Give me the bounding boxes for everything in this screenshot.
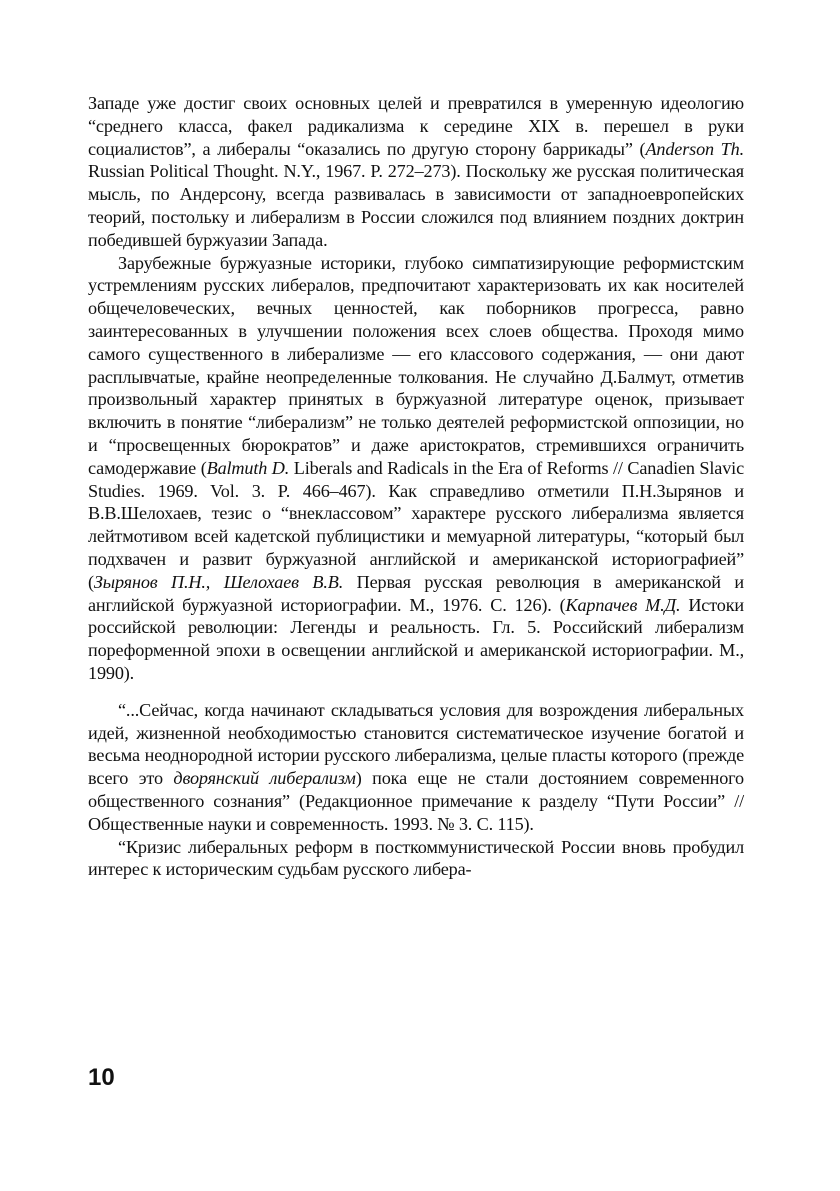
text-run: Liberals and Radicals in the Era of Reforms // Canadien Slavic Studies. 1969. Vol. 3. P. 466–467). Как справедливо отметили П.Н.Зырянов и В.В.Шелохаев, тезис о “внеклассовом” характере русского либерализма является лейтмотивом всей кадетской публицистики и мемуарной литературы, “который был подхвачен и развит буржуазной английской и американской историографией” (: [88, 457, 744, 592]
paragraph-4: “Кризис либеральных реформ в посткоммунистической России вновь пробудил интерес к историческим судьбам русского либера-: [88, 836, 744, 880]
paragraph-1: [88, 92, 744, 252]
citation-author: Зырянов П.Н., Шелохаев В.В.: [93, 571, 344, 592]
page-number: 10: [88, 1064, 115, 1091]
citation-author: Карпачев М.Д.: [565, 594, 681, 615]
paragraph-3: [88, 699, 744, 836]
paragraph-2: [88, 252, 744, 685]
text-run: Западе уже достиг своих основных целей и превратился в умеренную идеологию “среднего класса, факел радикализма к середине XIX в. перешел в руки социалистов”, а либералы “оказались по другую сторону баррикады” (: [88, 93, 744, 159]
body-text: [88, 92, 744, 881]
text-run: ) пока еще не стали достоянием современного общественного сознания” (Редакционное примечание к разделу “Пути России” // Общественные науки и современность. 1993. № 3. С. 115).: [88, 768, 744, 834]
text-run: Первая русская революция в американской и английской буржуазной историографии. М., 1976. С. 126). (: [88, 571, 744, 615]
citation-author: Anderson Th.: [645, 138, 744, 159]
citation-author: Balmuth D.: [206, 457, 290, 478]
text-run: Истоки российской революции: Легенды и реальность. Гл. 5. Российский либерализм пореформенной эпохи в освещении английской и американской историографии. М., 1990).: [88, 594, 744, 683]
emphasis: дворянский либерализм: [173, 768, 356, 789]
text-run: Зарубежные буржуазные историки, глубоко симпатизирующие реформистским устремлениям русских либералов, предпочитают характеризовать их как носителей общечеловеческих, вечных ценностей, как поборников прогресса, равно заинтересованных в улучшении положения всех слоев общества. Проходя мимо самого существенного в либерализме — его классового содержания, — они дают расплывчатые, крайне неопределенные толкования. Не случайно Д.Балмут, отметив произвольный характер принятых в буржуазной литературе оценок, призывает включить в понятие “либерализм” не только деятелей реформистской оппозиции, но и “просвещенных бюрократов” и даже аристократов, стремившихся ограничить самодержавие (: [88, 252, 744, 478]
text-run: “...Сейчас, когда начинают складываться условия для возрождения либеральных идей, жизненной необходимостью становится систематическое изучение богатой и весьма неоднородной истории русского либерализма, целые пласты которого (прежде всего это: [88, 699, 744, 789]
text-run: Russian Political Thought. N.Y., 1967. P. 272–273). Поскольку же русская политическая мысль, по Андерсону, всегда развивалась в зависимости от западноевропейских теорий, постольку и либерализм в России сложился под влиянием поздних доктрин победившей буржуазии Запада.: [88, 161, 744, 250]
